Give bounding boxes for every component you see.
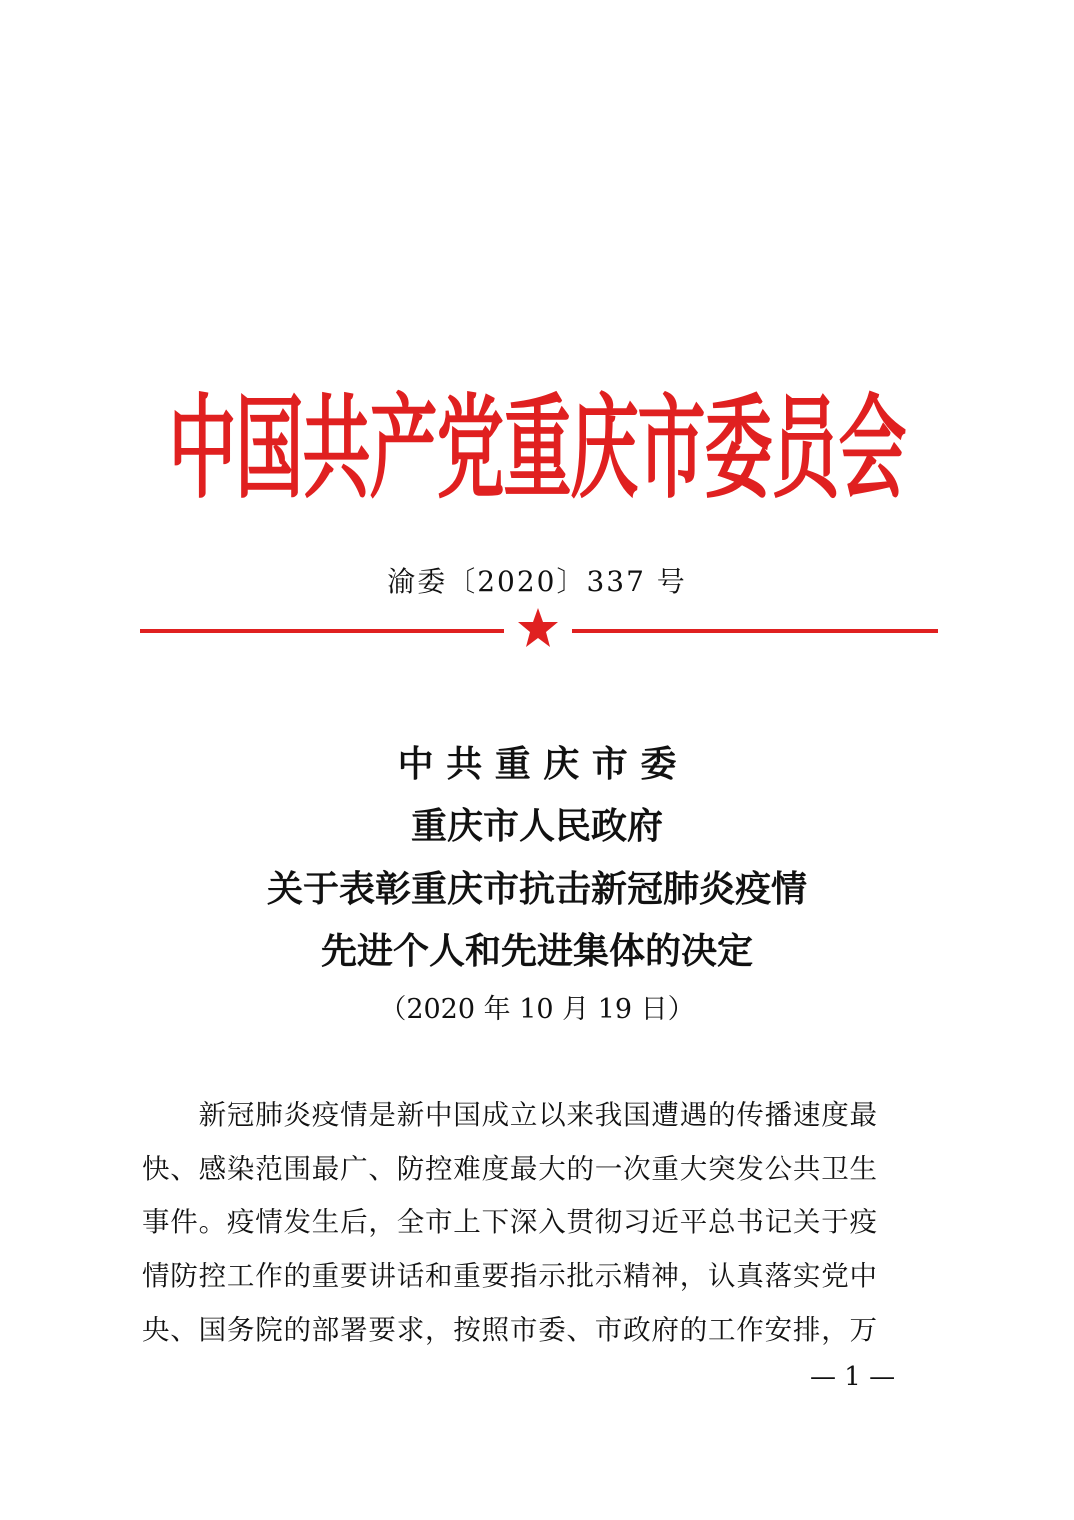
issuer-masthead: 中国共产党重庆市委员会	[168, 384, 906, 516]
title-line-2: 重庆市人民政府	[410, 805, 663, 847]
document-number: 渝委〔2020〕337 号	[387, 565, 687, 598]
body-line: 新冠肺炎疫情是新中国成立以来我国遭遇的传播速度最	[142, 1099, 878, 1131]
body-line: 情防控工作的重要讲话和重要指示批示精神，认真落实党中	[142, 1260, 878, 1292]
document-date: （2020 年 10 月 19 日）	[379, 994, 695, 1025]
title-line-3: 关于表彰重庆市抗击新冠肺炎疫情	[266, 868, 807, 910]
star-icon	[516, 606, 560, 650]
page-number: — 1 —	[810, 1362, 896, 1392]
title-line-1: 中 共 重 庆 市 委	[397, 743, 677, 785]
body-line: 事件。疫情发生后，全市上下深入贯彻习近平总书记关于疫	[142, 1206, 878, 1238]
title-line-4: 先进个人和先进集体的决定	[320, 930, 753, 972]
red-divider-left	[140, 629, 504, 633]
red-divider-right	[572, 629, 938, 633]
body-line: 央、国务院的部署要求，按照市委、市政府的工作安排，万	[142, 1314, 878, 1346]
body-line: 快、感染范围最广、防控难度最大的一次重大突发公共卫生	[142, 1153, 878, 1185]
